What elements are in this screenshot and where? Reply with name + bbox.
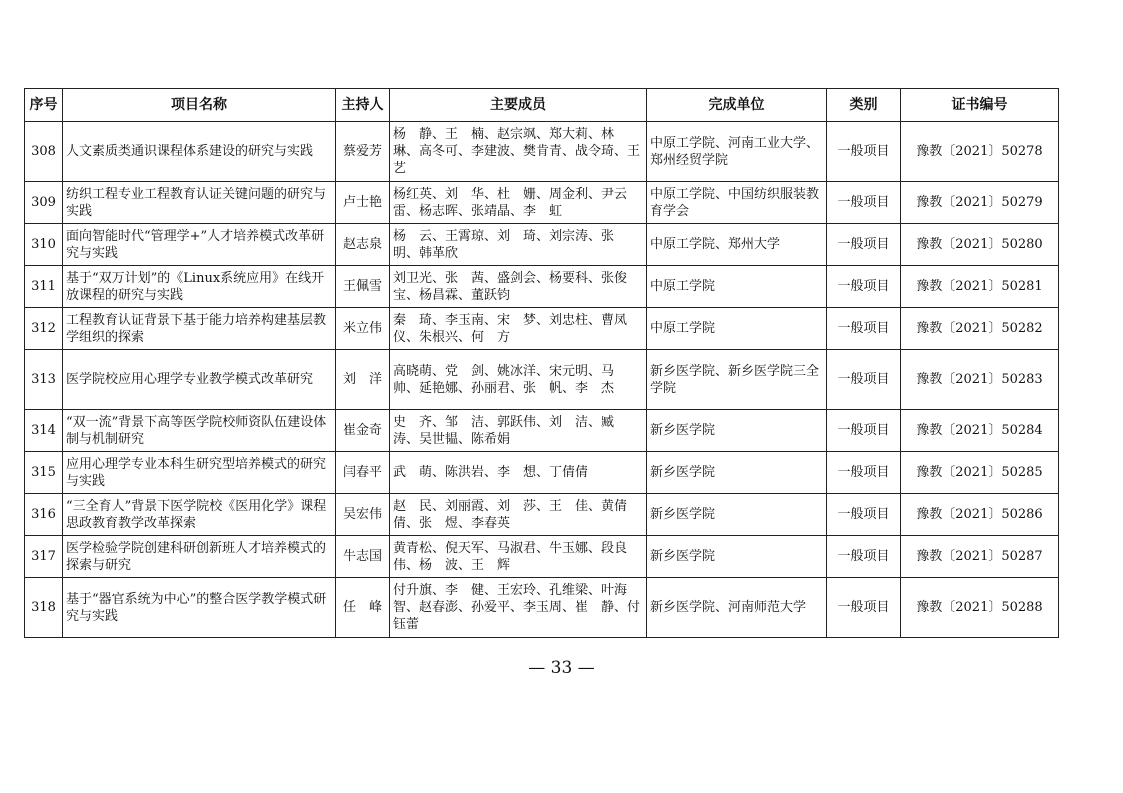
category: 一般项目 [827, 350, 901, 410]
project-name: “三全育人”背景下医学院校《医用化学》课程思政教育教学改革探索 [63, 494, 336, 536]
certificate-number: 豫教〔2021〕50286 [901, 494, 1059, 536]
serial-number: 309 [25, 182, 63, 224]
certificate-number: 豫教〔2021〕50283 [901, 350, 1059, 410]
project-name: “双一流”背景下高等医学院校师资队伍建设体制与机制研究 [63, 410, 336, 452]
members: 杨红英、刘 华、杜 姗、周金利、尹云雷、杨志晖、张靖晶、李 虹 [390, 182, 647, 224]
certificate-number: 豫教〔2021〕50287 [901, 536, 1059, 578]
table-row [25, 224, 1059, 266]
serial-number: 310 [25, 224, 63, 266]
host-name: 刘 洋 [336, 350, 390, 410]
completing-unit: 新乡医学院、河南师范大学 [647, 578, 827, 638]
header-serial-number: 序号 [25, 89, 63, 122]
table-row [25, 578, 1059, 638]
table-row [25, 122, 1059, 182]
table-row [25, 452, 1059, 494]
serial-number: 314 [25, 410, 63, 452]
host-name: 赵志泉 [336, 224, 390, 266]
host-name: 吴宏伟 [336, 494, 390, 536]
members: 刘卫光、张 茜、盛剑会、杨要科、张俊宝、杨昌霖、董跃钧 [390, 266, 647, 308]
members: 黄青松、倪天军、马淑君、牛玉娜、段良伟、杨 波、王 辉 [390, 536, 647, 578]
completing-unit: 新乡医学院、新乡医学院三全学院 [647, 350, 827, 410]
serial-number: 316 [25, 494, 63, 536]
header-completing-unit: 完成单位 [647, 89, 827, 122]
table-row [25, 350, 1059, 410]
serial-number: 308 [25, 122, 63, 182]
completing-unit: 中原工学院 [647, 266, 827, 308]
table-row [25, 182, 1059, 224]
serial-number: 311 [25, 266, 63, 308]
category: 一般项目 [827, 452, 901, 494]
members: 杨 云、王霄琼、刘 琦、刘宗涛、张 明、韩革欣 [390, 224, 647, 266]
category: 一般项目 [827, 122, 901, 182]
host-name: 卢士艳 [336, 182, 390, 224]
completing-unit: 新乡医学院 [647, 410, 827, 452]
host-name: 闫春平 [336, 452, 390, 494]
serial-number: 317 [25, 536, 63, 578]
category: 一般项目 [827, 410, 901, 452]
page-number: — 33 — [528, 658, 595, 678]
members: 赵 民、刘丽霞、刘 莎、王 佳、黄倩倩、张 煜、李春英 [390, 494, 647, 536]
completing-unit: 中原工学院、郑州大学 [647, 224, 827, 266]
host-name: 蔡爱芳 [336, 122, 390, 182]
certificate-number: 豫教〔2021〕50278 [901, 122, 1059, 182]
category: 一般项目 [827, 224, 901, 266]
completing-unit: 中原工学院 [647, 308, 827, 350]
table-row [25, 410, 1059, 452]
category: 一般项目 [827, 578, 901, 638]
certificate-number: 豫教〔2021〕50281 [901, 266, 1059, 308]
members: 武 萌、陈洪岩、李 想、丁倩倩 [390, 452, 647, 494]
completing-unit: 新乡医学院 [647, 536, 827, 578]
host-name: 崔金奇 [336, 410, 390, 452]
header-main-members: 主要成员 [390, 89, 647, 122]
host-name: 牛志国 [336, 536, 390, 578]
certificate-number: 豫教〔2021〕50282 [901, 308, 1059, 350]
table-row [25, 266, 1059, 308]
host-name: 米立伟 [336, 308, 390, 350]
project-name: 工程教育认证背景下基于能力培养构建基层教学组织的探索 [63, 308, 336, 350]
completing-unit: 新乡医学院 [647, 452, 827, 494]
members: 付升旗、李 健、王宏玲、孔维梁、叶海智、赵春澎、孙爱平、李玉周、崔 静、付钰蕾 [390, 578, 647, 638]
table-row [25, 536, 1059, 578]
category: 一般项目 [827, 536, 901, 578]
table-row [25, 494, 1059, 536]
category: 一般项目 [827, 182, 901, 224]
host-name: 任 峰 [336, 578, 390, 638]
completing-unit: 中原工学院、河南工业大学、郑州经贸学院 [647, 122, 827, 182]
completing-unit: 中原工学院、中国纺织服装教育学会 [647, 182, 827, 224]
header-row [25, 89, 1059, 122]
project-name: 基于“双万计划”的《Linux系统应用》在线开放课程的研究与实践 [63, 266, 336, 308]
serial-number: 318 [25, 578, 63, 638]
project-name: 医学院校应用心理学专业教学模式改革研究 [63, 350, 336, 410]
certificate-number: 豫教〔2021〕50285 [901, 452, 1059, 494]
awards-table [24, 88, 1059, 638]
serial-number: 313 [25, 350, 63, 410]
header-certificate-number: 证书编号 [901, 89, 1059, 122]
header-host: 主持人 [336, 89, 390, 122]
members: 秦 琦、李玉南、宋 梦、刘忠柱、曹凤仪、朱根兴、何 方 [390, 308, 647, 350]
members: 高晓萌、党 剑、姚冰洋、宋元明、马 帅、延艳娜、孙丽君、张 帆、李 杰 [390, 350, 647, 410]
completing-unit: 新乡医学院 [647, 494, 827, 536]
serial-number: 315 [25, 452, 63, 494]
project-name: 面向智能时代“管理学+”人才培养模式改革研究与实践 [63, 224, 336, 266]
category: 一般项目 [827, 266, 901, 308]
host-name: 王佩雪 [336, 266, 390, 308]
table-row [25, 308, 1059, 350]
certificate-number: 豫教〔2021〕50280 [901, 224, 1059, 266]
project-name: 人文素质类通识课程体系建设的研究与实践 [63, 122, 336, 182]
certificate-number: 豫教〔2021〕50284 [901, 410, 1059, 452]
members: 杨 静、王 楠、赵宗飒、郑大莉、林 琳、高冬可、李建波、樊肯青、战令琦、王 艺 [390, 122, 647, 182]
project-name: 医学检验学院创建科研创新班人才培养模式的探索与研究 [63, 536, 336, 578]
certificate-number: 豫教〔2021〕50288 [901, 578, 1059, 638]
category: 一般项目 [827, 308, 901, 350]
category: 一般项目 [827, 494, 901, 536]
certificate-number: 豫教〔2021〕50279 [901, 182, 1059, 224]
project-name: 应用心理学专业本科生研究型培养模式的研究与实践 [63, 452, 336, 494]
members: 史 齐、邹 洁、郭跃伟、刘 洁、臧 涛、吴世韫、陈希娟 [390, 410, 647, 452]
project-name: 纺织工程专业工程教育认证关键问题的研究与实践 [63, 182, 336, 224]
header-category: 类别 [827, 89, 901, 122]
header-project-name: 项目名称 [63, 89, 336, 122]
project-name: 基于“器官系统为中心”的整合医学教学模式研究与实践 [63, 578, 336, 638]
serial-number: 312 [25, 308, 63, 350]
